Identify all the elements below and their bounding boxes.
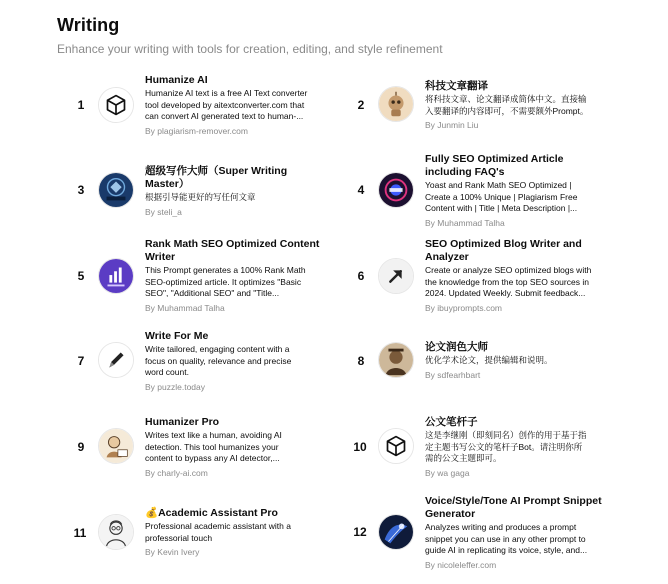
list-item[interactable]: [71, 507, 331, 563]
item-name: 超级写作大师（Super Writing Master）: [145, 165, 288, 190]
item-description: This Prompt generates a 100% Rank Math SEO-optimized article. It optimizes "Basic SEO", "Additional SEO" and "Title...: [145, 265, 306, 298]
item-author: By Junmin Liu: [425, 120, 479, 130]
page-subtitle: Enhance your writing with tools for creation, editing, and style refinement: [57, 42, 443, 56]
list-item[interactable]: [354, 80, 614, 136]
item-author: By wa gaga: [425, 467, 470, 478]
list-item[interactable]: [74, 330, 334, 394]
list-item[interactable]: [354, 153, 614, 231]
list-item[interactable]: [74, 416, 334, 480]
item-author: By puzzle.today: [145, 381, 206, 392]
item-description: Professional academic assistant with a professorial touch: [145, 521, 291, 543]
seo-logo-icon: [378, 172, 414, 208]
item-description: Yoast and Rank Math SEO Optimized | Create a 100% Unique | Plagiarism Free Content with | Title | Meta Description |...: [425, 180, 578, 213]
item-author: By plagiarism-remover.com: [145, 125, 248, 136]
item-name: SEO Optimized Blog Writer and Analyzer: [425, 238, 582, 263]
rank-number: 10: [353, 440, 367, 454]
rank-number: 4: [357, 183, 365, 197]
item-description: 将科技文章、论文翻译成简体中文。直接输 入要翻译的内容即可，不需要额外Prompt。: [425, 94, 589, 116]
list-item[interactable]: [349, 495, 609, 573]
item-name: 💰Academic Assistant Pro: [145, 507, 278, 519]
item-author: By steli_a: [145, 206, 182, 217]
rank-number: 12: [353, 525, 367, 539]
cube-icon: [378, 428, 414, 464]
rank-number: 2: [357, 98, 365, 112]
writer-cartoon-icon: [98, 428, 134, 464]
list-item[interactable]: [354, 238, 614, 316]
scholar-portrait-icon: [378, 342, 414, 378]
item-name: Rank Math SEO Optimized Content Writer: [145, 238, 320, 263]
item-name: 科技文章翻译: [425, 80, 488, 92]
item-name: Humanizer Pro: [145, 416, 220, 428]
arrow-up-right-icon: [378, 258, 414, 294]
item-description: 这是李继刚（即刻同名）创作的用于基于指 定主题书写公文的笔杆子Bot。请注明你所 需的公文主题即可。: [425, 430, 587, 463]
item-author: By nicoleleffer.com: [425, 559, 497, 570]
item-author: By Muhammad Talha: [145, 302, 225, 313]
rank-number: 9: [77, 440, 85, 454]
item-description: Humanize AI text is a free AI Text converter tool developed by aitextconverter.com that can convert AI generated text to human-...: [145, 88, 308, 121]
item-author: By sdfearhbart: [425, 369, 481, 380]
list-item[interactable]: [74, 238, 334, 316]
rankmath-logo-icon: [98, 258, 134, 294]
professor-sketch-icon: [98, 514, 134, 550]
item-description: Create or analyze SEO optimized blogs with the knowledge from the top SEO sources in 2024. Updated Weekly. Submit feedback...: [425, 265, 592, 298]
rank-number: 3: [77, 183, 85, 197]
rank-number: 7: [77, 354, 85, 368]
ink-splash-icon: [378, 514, 414, 550]
list-item[interactable]: [354, 341, 614, 391]
item-author: By Kevin Ivery: [145, 547, 200, 557]
rank-number: 5: [77, 269, 85, 283]
item-author: By Muhammad Talha: [425, 217, 505, 228]
item-name: Write For Me: [145, 330, 209, 342]
item-name: Voice/Style/Tone AI Prompt Snippet Generator: [425, 495, 602, 520]
item-name: Humanize AI: [145, 74, 208, 86]
list-item[interactable]: [74, 74, 334, 138]
item-author: By ibuyprompts.com: [425, 302, 502, 313]
cube-icon: [98, 87, 134, 123]
item-author: By charly-ai.com: [145, 467, 208, 478]
item-description: Analyzes writing and produces a prompt snippet you can use in any other prompt to guide AI in replicating its voice, style, and...: [425, 522, 588, 555]
rank-number: 11: [73, 526, 87, 540]
item-name: 论文润色大师: [425, 341, 488, 353]
item-description: Write tailored, engaging content with a focus on quality, relevance and precise word count.: [145, 344, 292, 377]
rank-writer-logo-icon: [98, 172, 134, 208]
rank-number: 8: [357, 354, 365, 368]
item-description: 优化学术论文，提供编辑和说明。: [425, 355, 553, 365]
pen-icon: [98, 342, 134, 378]
list-item[interactable]: [349, 416, 609, 480]
item-description: Writes text like a human, avoiding AI detection. This tool humanizes your content to bypass any AI detector,...: [145, 430, 282, 463]
rank-number: 6: [357, 269, 365, 283]
item-name: 公文笔杆子: [425, 416, 478, 428]
rank-number: 1: [77, 98, 85, 112]
item-description: 根据引导能更好的写任何文章: [145, 192, 256, 202]
robot-avatar-icon: [378, 86, 414, 122]
list-item[interactable]: [74, 165, 334, 221]
page-title: Writing: [57, 15, 120, 35]
item-name: Fully SEO Optimized Article including FAQ's: [425, 153, 564, 178]
